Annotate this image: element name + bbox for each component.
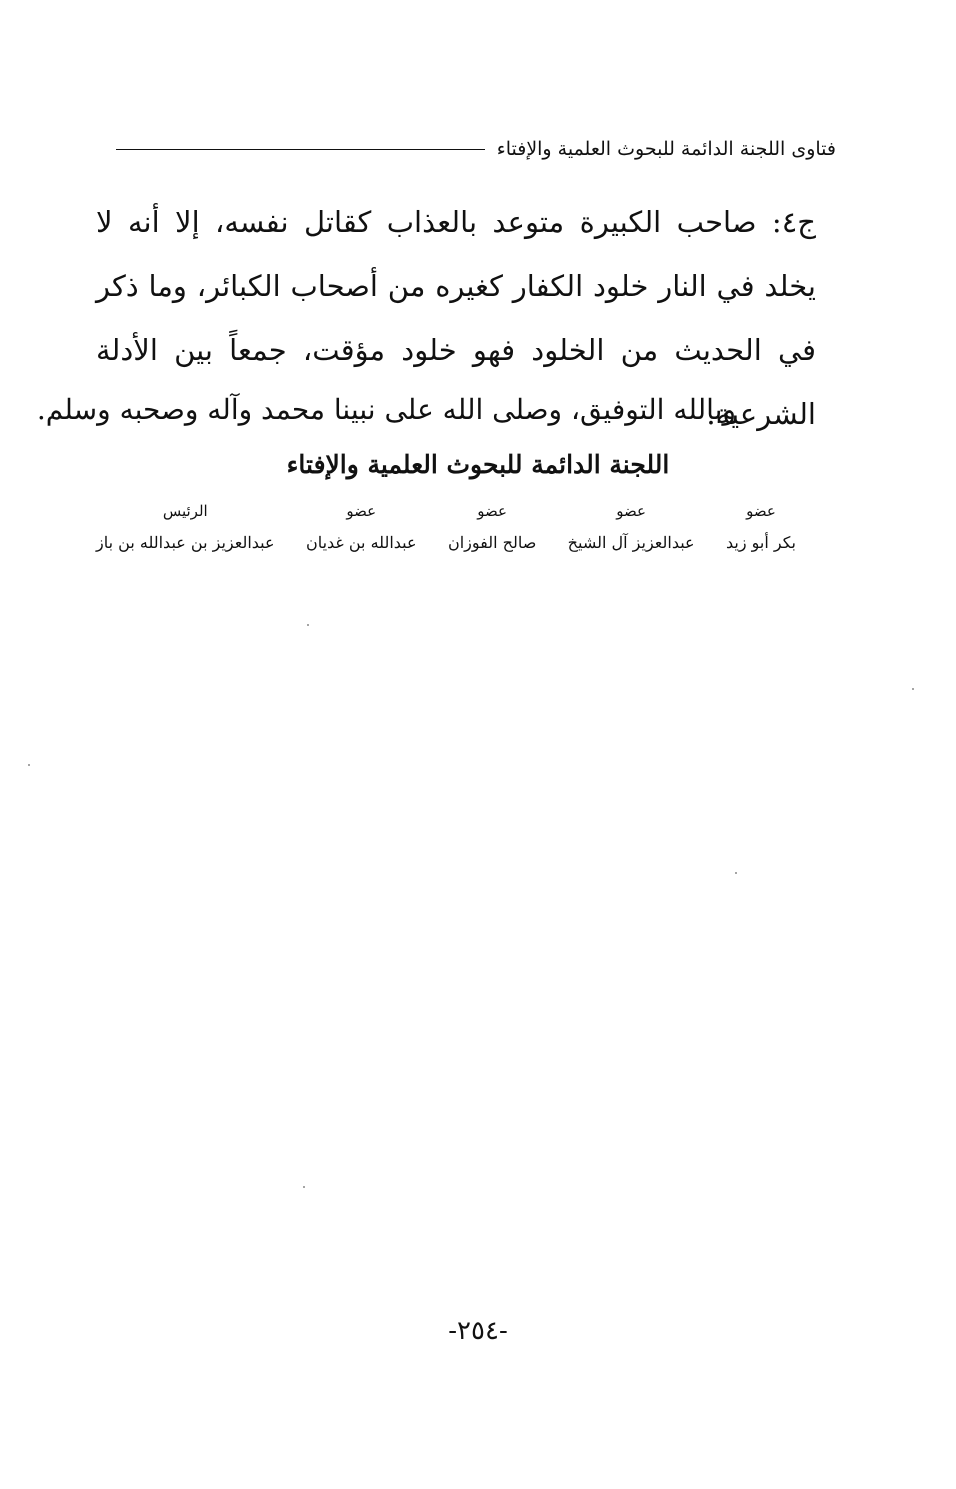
signatories [96, 500, 796, 570]
signatory-name: عبدالله بن غديان [305, 533, 417, 552]
signatory [306, 500, 417, 570]
signatory-name: صالح الفوزان [447, 533, 537, 552]
running-header [116, 132, 836, 166]
page-number: -٢٥٤- [448, 1316, 508, 1346]
signatory [96, 500, 275, 570]
header-rule [116, 149, 485, 150]
scan-speck [303, 1186, 305, 1188]
scan-speck [28, 764, 30, 766]
signatory-role: عضو [477, 502, 507, 520]
signatory-role: عضو [746, 502, 776, 520]
signatory-name: بكر أبو زيد [725, 533, 796, 552]
signatory [568, 500, 695, 570]
scan-speck [735, 872, 737, 874]
running-title: فتاوى اللجنة الدائمة للبحوث العلمية والإفتاء [496, 138, 836, 160]
signatory-name: عبدالعزيز بن عبدالله بن باز [96, 533, 275, 552]
answer-paragraph: ج٤: صاحب الكبيرة متوعد بالعذاب كقاتل نفسه، إلا أنه لا يخلد في النار خلود الكفار كغيره من أصحاب الكبائر، وما ذكر في الحديث من الخلود فهو خلود مؤقت، جمعاً بين الأدلة الشرعية. [96, 205, 816, 431]
committee-title: اللجنة الدائمة للبحوث العلمية والإفتاء [286, 450, 670, 479]
signatory-role: الرئيس [162, 502, 208, 520]
signatory-role: عضو [616, 502, 646, 520]
signatory-name: عبدالعزيز آل الشيخ [567, 533, 695, 552]
closing-line: وبالله التوفيق، وصلى الله على نبينا محمد وآله وصحبه وسلم. [36, 393, 736, 426]
signatory-role: عضو [346, 502, 377, 520]
scan-speck [307, 624, 309, 626]
signatory [448, 500, 536, 570]
scan-speck [912, 688, 914, 690]
signatory [726, 500, 796, 570]
